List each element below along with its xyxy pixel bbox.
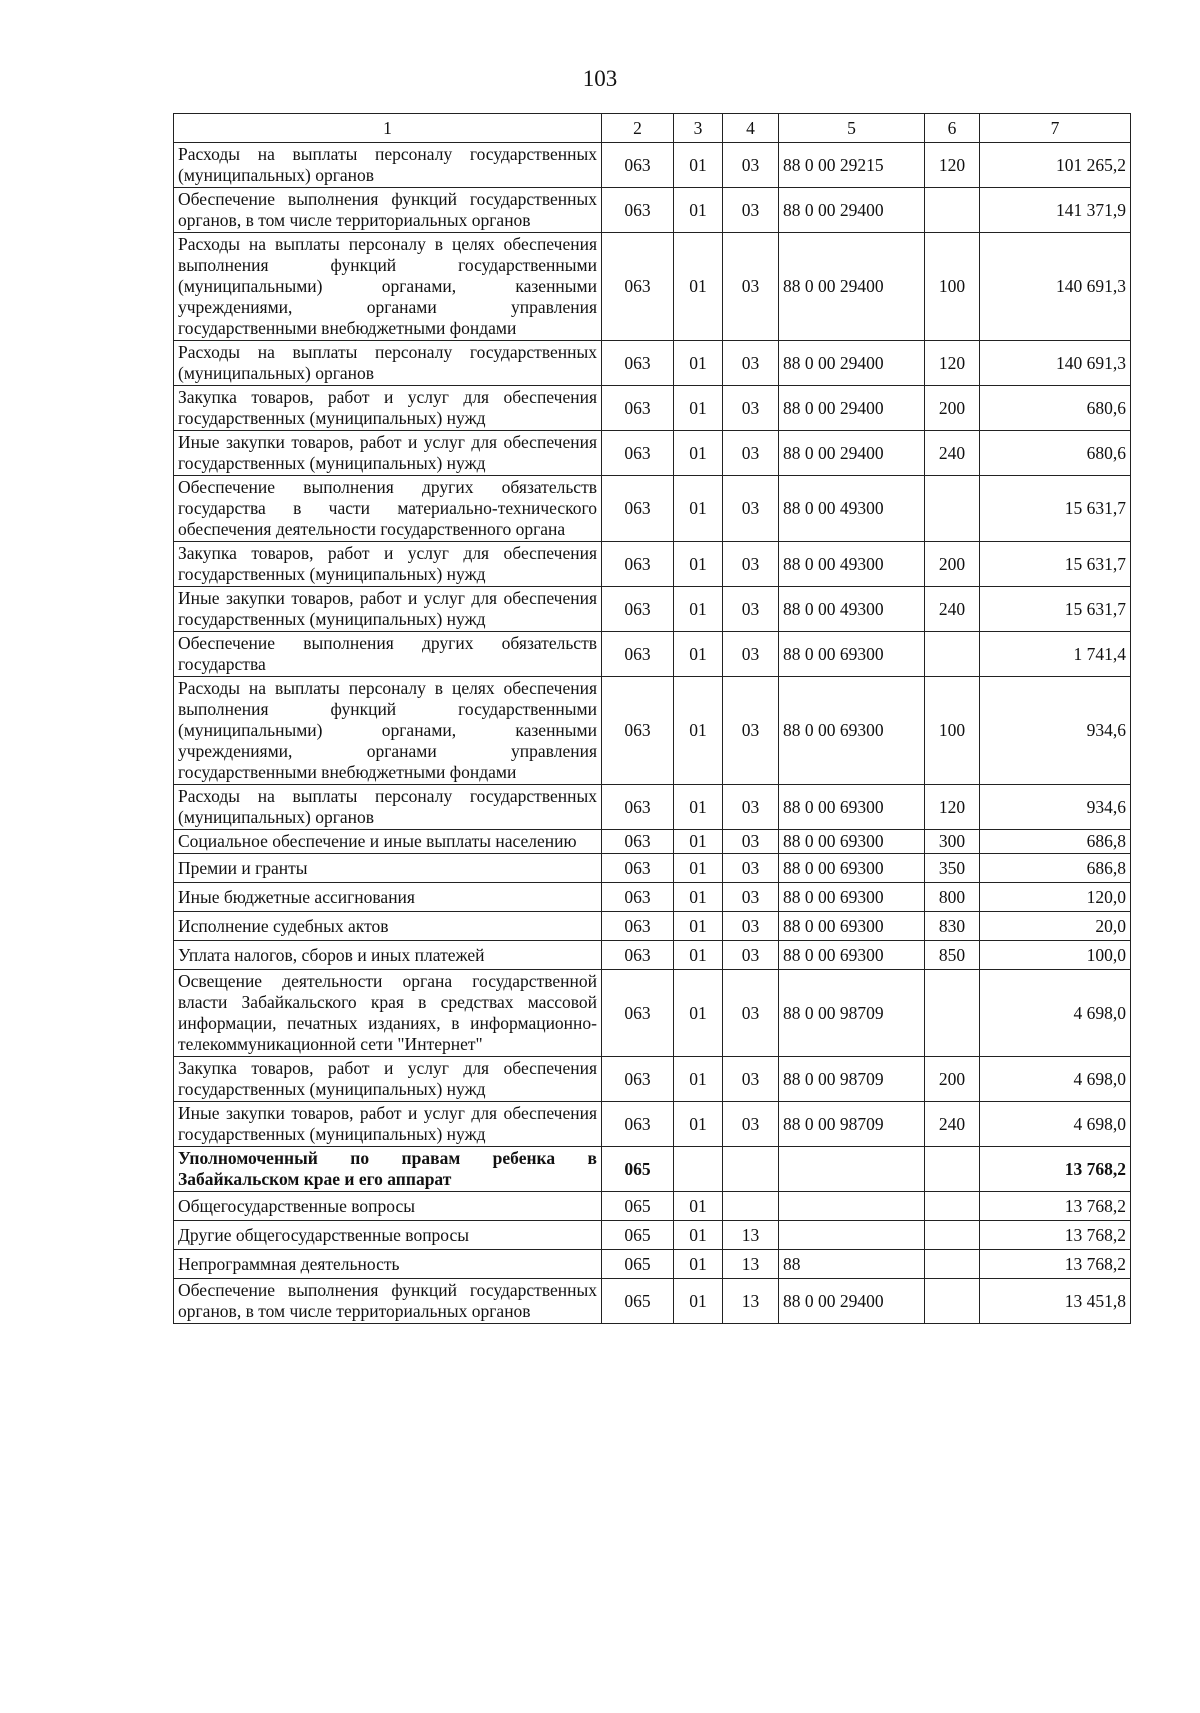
row-amount: 1 741,4	[980, 632, 1131, 677]
row-name: Социальное обеспечение и иные выплаты населению	[174, 830, 602, 854]
row-name: Иные закупки товаров, работ и услуг для обеспечения государственных (муниципальных) нужд	[174, 587, 602, 632]
row-name: Обеспечение выполнения других обязательств государства	[174, 632, 602, 677]
row-amount: 13 768,2	[980, 1147, 1131, 1192]
row-section: 01	[674, 941, 723, 970]
table-row	[174, 233, 1131, 341]
row-name: Уполномоченный по правам ребенка в Забайкальском крае и его аппарат	[174, 1147, 602, 1192]
row-subsection: 03	[723, 341, 779, 386]
row-target-article: 88 0 00 49300	[779, 587, 925, 632]
row-expense-type: 200	[925, 386, 980, 431]
row-section: 01	[674, 1221, 723, 1250]
row-subsection: 03	[723, 970, 779, 1057]
table-row	[174, 1057, 1131, 1102]
row-admin-code: 065	[602, 1147, 674, 1192]
row-section: 01	[674, 431, 723, 476]
table-row	[174, 1221, 1131, 1250]
row-subsection: 03	[723, 632, 779, 677]
row-subsection: 03	[723, 476, 779, 542]
table-row	[174, 1102, 1131, 1147]
row-admin-code: 063	[602, 431, 674, 476]
table-row	[174, 143, 1131, 188]
row-target-article: 88	[779, 1250, 925, 1279]
row-section: 01	[674, 143, 723, 188]
row-admin-code: 063	[602, 785, 674, 830]
row-subsection: 13	[723, 1279, 779, 1324]
table-row	[174, 1192, 1131, 1221]
row-target-article: 88 0 00 98709	[779, 1102, 925, 1147]
row-admin-code: 063	[602, 233, 674, 341]
table-row	[174, 1147, 1131, 1192]
table-row	[174, 830, 1131, 854]
row-section: 01	[674, 1279, 723, 1324]
row-admin-code: 063	[602, 386, 674, 431]
row-amount: 680,6	[980, 386, 1131, 431]
row-amount: 140 691,3	[980, 341, 1131, 386]
row-name: Непрограммная деятельность	[174, 1250, 602, 1279]
row-subsection: 03	[723, 233, 779, 341]
row-amount: 20,0	[980, 912, 1131, 941]
row-amount: 686,8	[980, 830, 1131, 854]
table-row	[174, 941, 1131, 970]
row-expense-type	[925, 632, 980, 677]
row-subsection: 03	[723, 542, 779, 587]
row-target-article: 88 0 00 29400	[779, 188, 925, 233]
row-section: 01	[674, 854, 723, 883]
row-subsection: 03	[723, 854, 779, 883]
row-target-article: 88 0 00 69300	[779, 912, 925, 941]
row-name: Расходы на выплаты персоналу государственных (муниципальных) органов	[174, 785, 602, 830]
table-row	[174, 476, 1131, 542]
table-body	[174, 143, 1131, 1324]
row-name: Иные закупки товаров, работ и услуг для обеспечения государственных (муниципальных) нужд	[174, 1102, 602, 1147]
row-expense-type	[925, 1279, 980, 1324]
row-target-article	[779, 1147, 925, 1192]
row-expense-type	[925, 1221, 980, 1250]
row-section: 01	[674, 632, 723, 677]
row-section: 01	[674, 386, 723, 431]
table-row	[174, 431, 1131, 476]
row-amount: 686,8	[980, 854, 1131, 883]
row-name: Обеспечение выполнения функций государственных органов, в том числе территориальных органов	[174, 1279, 602, 1324]
budget-table	[173, 113, 1131, 1324]
row-section	[674, 1147, 723, 1192]
row-name: Закупка товаров, работ и услуг для обеспечения государственных (муниципальных) нужд	[174, 386, 602, 431]
row-expense-type: 830	[925, 912, 980, 941]
row-admin-code: 063	[602, 341, 674, 386]
row-expense-type	[925, 1147, 980, 1192]
row-admin-code: 065	[602, 1221, 674, 1250]
row-admin-code: 065	[602, 1192, 674, 1221]
row-section: 01	[674, 587, 723, 632]
row-target-article	[779, 1192, 925, 1221]
row-target-article: 88 0 00 29400	[779, 431, 925, 476]
row-admin-code: 063	[602, 587, 674, 632]
row-name: Закупка товаров, работ и услуг для обеспечения государственных (муниципальных) нужд	[174, 1057, 602, 1102]
row-subsection: 03	[723, 188, 779, 233]
row-target-article: 88 0 00 49300	[779, 476, 925, 542]
row-expense-type: 120	[925, 143, 980, 188]
row-amount: 680,6	[980, 431, 1131, 476]
row-admin-code: 063	[602, 854, 674, 883]
row-admin-code: 063	[602, 970, 674, 1057]
row-amount: 100,0	[980, 941, 1131, 970]
row-expense-type: 100	[925, 233, 980, 341]
row-target-article: 88 0 00 69300	[779, 830, 925, 854]
row-section: 01	[674, 785, 723, 830]
row-expense-type	[925, 1250, 980, 1279]
column-header: 4	[723, 114, 779, 143]
row-section: 01	[674, 233, 723, 341]
row-amount: 934,6	[980, 785, 1131, 830]
row-admin-code: 065	[602, 1250, 674, 1279]
column-header: 6	[925, 114, 980, 143]
row-target-article: 88 0 00 69300	[779, 632, 925, 677]
table-row	[174, 632, 1131, 677]
row-amount: 140 691,3	[980, 233, 1131, 341]
row-name: Исполнение судебных актов	[174, 912, 602, 941]
row-amount: 15 631,7	[980, 587, 1131, 632]
row-target-article: 88 0 00 29215	[779, 143, 925, 188]
row-amount: 15 631,7	[980, 542, 1131, 587]
table-row	[174, 587, 1131, 632]
row-subsection: 13	[723, 1250, 779, 1279]
row-subsection: 03	[723, 830, 779, 854]
row-section: 01	[674, 912, 723, 941]
row-expense-type: 240	[925, 587, 980, 632]
row-target-article: 88 0 00 98709	[779, 970, 925, 1057]
row-section: 01	[674, 830, 723, 854]
row-name: Расходы на выплаты персоналу государственных (муниципальных) органов	[174, 143, 602, 188]
row-subsection: 03	[723, 1102, 779, 1147]
row-expense-type: 350	[925, 854, 980, 883]
row-expense-type: 200	[925, 1057, 980, 1102]
row-target-article: 88 0 00 29400	[779, 233, 925, 341]
row-admin-code: 063	[602, 912, 674, 941]
table-row	[174, 542, 1131, 587]
row-subsection: 03	[723, 785, 779, 830]
row-subsection	[723, 1147, 779, 1192]
row-expense-type: 240	[925, 1102, 980, 1147]
table-row	[174, 785, 1131, 830]
row-section: 01	[674, 677, 723, 785]
row-section: 01	[674, 1057, 723, 1102]
table-row	[174, 386, 1131, 431]
row-section: 01	[674, 970, 723, 1057]
row-admin-code: 063	[602, 542, 674, 587]
column-header: 3	[674, 114, 723, 143]
row-amount: 120,0	[980, 883, 1131, 912]
row-section: 01	[674, 883, 723, 912]
row-admin-code: 063	[602, 677, 674, 785]
row-name: Другие общегосударственные вопросы	[174, 1221, 602, 1250]
row-subsection: 03	[723, 587, 779, 632]
row-name: Обеспечение выполнения функций государственных органов, в том числе территориальных органов	[174, 188, 602, 233]
row-name: Расходы на выплаты персоналу в целях обеспечения выполнения функций государственными (муниципальными) органами, казенными учреждениями, органами управления государственными внебюджетными фондами	[174, 677, 602, 785]
column-header: 5	[779, 114, 925, 143]
row-admin-code: 063	[602, 143, 674, 188]
row-admin-code: 065	[602, 1279, 674, 1324]
row-name: Премии и гранты	[174, 854, 602, 883]
table-row	[174, 883, 1131, 912]
row-admin-code: 063	[602, 1057, 674, 1102]
row-amount: 13 768,2	[980, 1192, 1131, 1221]
row-amount: 13 768,2	[980, 1250, 1131, 1279]
row-target-article: 88 0 00 29400	[779, 1279, 925, 1324]
row-name: Освещение деятельности органа государственной власти Забайкальского края в средствах массовой информации, печатных изданиях, в информационно-телекоммуникационной сети "Интернет"	[174, 970, 602, 1057]
row-amount: 141 371,9	[980, 188, 1131, 233]
row-amount: 934,6	[980, 677, 1131, 785]
row-amount: 15 631,7	[980, 476, 1131, 542]
row-amount: 4 698,0	[980, 970, 1131, 1057]
row-expense-type	[925, 970, 980, 1057]
row-name: Иные бюджетные ассигнования	[174, 883, 602, 912]
row-target-article: 88 0 00 69300	[779, 883, 925, 912]
table-row	[174, 854, 1131, 883]
column-header: 7	[980, 114, 1131, 143]
table-row	[174, 1279, 1131, 1324]
table-row	[174, 341, 1131, 386]
row-target-article: 88 0 00 69300	[779, 785, 925, 830]
row-admin-code: 063	[602, 632, 674, 677]
row-amount: 13 768,2	[980, 1221, 1131, 1250]
row-subsection: 03	[723, 431, 779, 476]
row-section: 01	[674, 1250, 723, 1279]
row-expense-type: 200	[925, 542, 980, 587]
row-subsection: 03	[723, 941, 779, 970]
row-target-article: 88 0 00 69300	[779, 941, 925, 970]
row-admin-code: 063	[602, 1102, 674, 1147]
row-expense-type	[925, 188, 980, 233]
row-target-article	[779, 1221, 925, 1250]
row-admin-code: 063	[602, 883, 674, 912]
row-expense-type: 120	[925, 785, 980, 830]
row-subsection: 13	[723, 1221, 779, 1250]
row-target-article: 88 0 00 69300	[779, 854, 925, 883]
table-row	[174, 188, 1131, 233]
row-subsection: 03	[723, 1057, 779, 1102]
row-expense-type: 850	[925, 941, 980, 970]
row-expense-type	[925, 476, 980, 542]
row-subsection: 03	[723, 386, 779, 431]
table-row	[174, 1250, 1131, 1279]
page-number: 103	[582, 66, 618, 91]
row-expense-type: 240	[925, 431, 980, 476]
row-section: 01	[674, 188, 723, 233]
row-target-article: 88 0 00 29400	[779, 386, 925, 431]
row-section: 01	[674, 1192, 723, 1221]
header-row	[174, 114, 1131, 143]
row-name: Обеспечение выполнения других обязательств государства в части материально-технического обеспечения деятельности государственного органа	[174, 476, 602, 542]
table-row	[174, 677, 1131, 785]
row-subsection: 03	[723, 883, 779, 912]
row-amount: 4 698,0	[980, 1057, 1131, 1102]
row-amount: 13 451,8	[980, 1279, 1131, 1324]
row-admin-code: 063	[602, 188, 674, 233]
column-header: 2	[602, 114, 674, 143]
row-name: Закупка товаров, работ и услуг для обеспечения государственных (муниципальных) нужд	[174, 542, 602, 587]
row-name: Общегосударственные вопросы	[174, 1192, 602, 1221]
row-admin-code: 063	[602, 476, 674, 542]
row-section: 01	[674, 341, 723, 386]
table-row	[174, 912, 1131, 941]
row-section: 01	[674, 542, 723, 587]
row-name: Иные закупки товаров, работ и услуг для обеспечения государственных (муниципальных) нужд	[174, 431, 602, 476]
row-subsection: 03	[723, 143, 779, 188]
row-admin-code: 063	[602, 830, 674, 854]
row-subsection	[723, 1192, 779, 1221]
row-section: 01	[674, 1102, 723, 1147]
row-section: 01	[674, 476, 723, 542]
row-expense-type: 100	[925, 677, 980, 785]
row-name: Расходы на выплаты персоналу в целях обеспечения выполнения функций государственными (муниципальными) органами, казенными учреждениями, органами управления государственными внебюджетными фондами	[174, 233, 602, 341]
row-expense-type	[925, 1192, 980, 1221]
row-name: Уплата налогов, сборов и иных платежей	[174, 941, 602, 970]
row-target-article: 88 0 00 49300	[779, 542, 925, 587]
row-amount: 4 698,0	[980, 1102, 1131, 1147]
row-target-article: 88 0 00 69300	[779, 677, 925, 785]
column-header: 1	[174, 114, 602, 143]
table-row	[174, 970, 1131, 1057]
row-expense-type: 800	[925, 883, 980, 912]
row-expense-type: 300	[925, 830, 980, 854]
row-target-article: 88 0 00 29400	[779, 341, 925, 386]
row-amount: 101 265,2	[980, 143, 1131, 188]
row-subsection: 03	[723, 677, 779, 785]
row-expense-type: 120	[925, 341, 980, 386]
row-subsection: 03	[723, 912, 779, 941]
row-name: Расходы на выплаты персоналу государственных (муниципальных) органов	[174, 341, 602, 386]
row-admin-code: 063	[602, 941, 674, 970]
row-target-article: 88 0 00 98709	[779, 1057, 925, 1102]
